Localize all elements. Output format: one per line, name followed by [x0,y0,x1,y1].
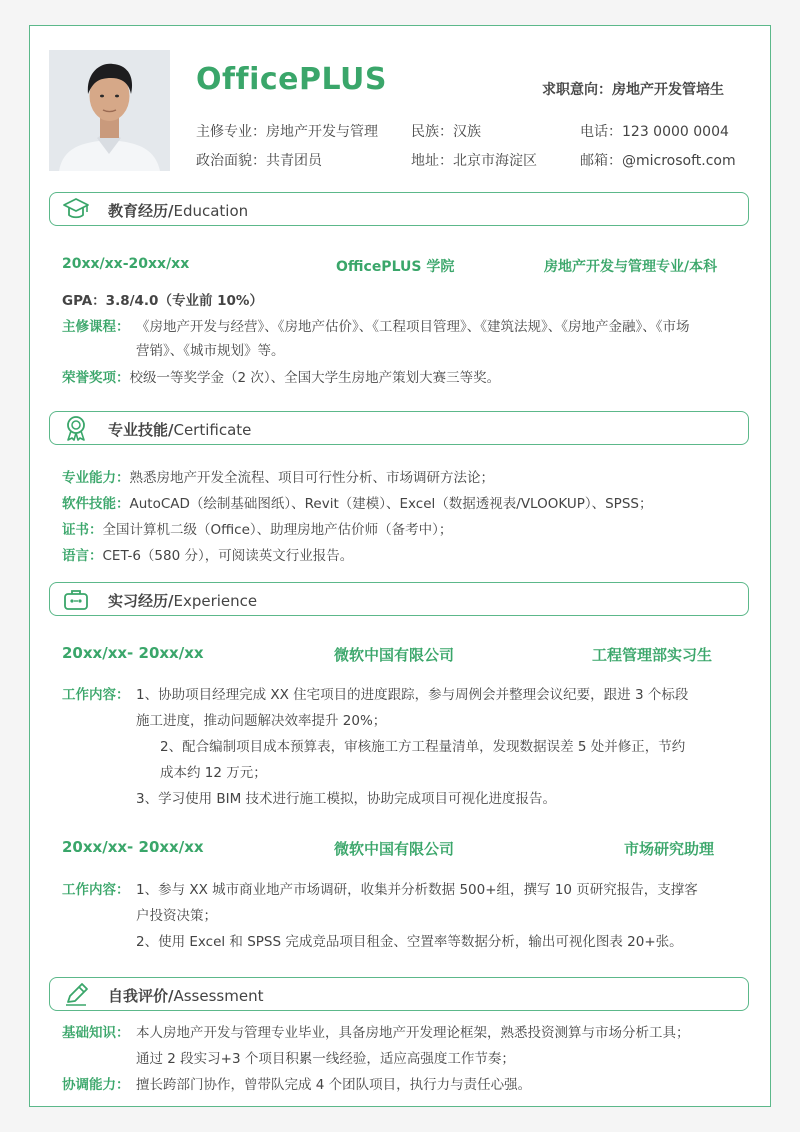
experience-company: 微软中国有限公司 [334,646,455,664]
education-degree: 房地产开发与管理专业/本科 [544,259,718,275]
honors-text: 校级一等奖学金（2 次）、全国大学生房地产策划大赛三等奖。 [129,370,501,386]
assessment-line: 通过 2 段实习+3 个项目积累一线经验，适应高强度工作节奏； [136,1051,515,1067]
work-content-label: 工作内容： [62,882,130,898]
education-courses [62,314,752,366]
skill-label: 证书： [62,522,103,538]
work-line: 3、学习使用 BIM 技术进行施工模拟，协助完成项目可视化进度报告。 [136,791,557,807]
section-title-en: Experience [173,592,258,610]
work-line: 1、协助项目经理完成 XX 住宅项目的进度跟踪，参与周例会并整理会议纪要，跟进 3 个标段 [136,687,689,703]
skill-item [62,544,353,568]
skill-item [62,518,452,542]
skill-label: 语言： [62,548,103,564]
courses-label: 主修课程： [62,319,130,335]
skill-item [62,492,652,516]
job-target: 求职意向：房地产开发管培生 [542,82,724,98]
education-date: 20xx/xx-20xx/xx [62,256,190,272]
education-gpa: GPA：3.8/4.0（专业前 10%） [62,293,263,309]
assessment-label: 基础知识： [62,1025,130,1041]
brand-name: OfficePLUS [196,62,388,97]
phone: 电话：123 0000 0004 [580,124,729,140]
assessment-line: 本人房地产开发与管理专业毕业，具备房地产开发理论框架，熟悉投资测算与市场分析工具； [136,1025,690,1041]
pencil-icon [62,981,90,1007]
honors-label: 荣誉奖项： [62,370,130,386]
experience-date: 20xx/xx- 20xx/xx [62,644,204,662]
courses-line: 《房地产开发与经营》、《房地产估价》、《工程项目管理》、《建筑法规》、《房地产金融》、《市场 [136,319,690,335]
section-title-cn: 实习经历/ [108,592,174,610]
skill-text: AutoCAD（绘制基础图纸）、Revit（建模）、Excel（数据透视表/VLOOKUP）、SPSS； [129,496,653,512]
address: 地址：北京市海淀区 [411,153,537,169]
work-line: 施工进度，推动问题解决效率提升 20%； [136,713,387,729]
section-header-assessment [49,977,749,1011]
section-title-en: Assessment [173,987,264,1005]
work-line: 2、配合编制项目成本预算表，审核施工方工程量清单，发现数据误差 5 处并修正，节约 [160,739,686,755]
work-line: 成本约 12 万元； [160,765,267,781]
experience-details [62,877,752,957]
assessment-label: 协调能力： [62,1077,130,1093]
profile-photo [49,50,170,171]
major: 主修专业：房地产开发与管理 [196,124,378,140]
section-header-experience [49,582,749,616]
skill-label: 软件技能： [62,496,130,512]
briefcase-icon [62,586,90,612]
work-content-label: 工作内容： [62,687,130,703]
experience-details [62,682,752,812]
section-title-en: Education [173,202,249,220]
experience-role: 市场研究助理 [624,840,715,858]
section-title-cn: 教育经历/ [108,202,174,220]
resume-page [29,25,771,1107]
education-honors [62,366,500,390]
education-school: OfficePLUS 学院 [336,259,455,275]
section-header-education [49,192,749,226]
work-line: 2、使用 Excel 和 SPSS 完成竞品项目租金、空置率等数据分析，输出可视化图表 20+张。 [136,934,683,950]
assessment-item [62,1020,752,1072]
skill-item [62,466,494,490]
graduation-cap-icon [62,196,90,222]
section-title-en: Certificate [173,421,252,439]
ethnicity: 民族：汉族 [411,124,481,140]
experience-role: 工程管理部实习生 [592,646,713,664]
assessment-item [62,1072,752,1098]
skill-text: 熟悉房地产开发全流程、项目可行性分析、市场调研方法论； [129,470,494,486]
skill-text: 全国计算机二级（Office）、助理房地产估价师（备考中）； [102,522,453,538]
courses-line: 营销》、《城市规划》等。 [136,343,285,359]
section-title-cn: 自我评价/ [108,987,174,1005]
experience-date: 20xx/xx- 20xx/xx [62,838,204,856]
assessment-line: 擅长跨部门协作，曾带队完成 4 个团队项目，执行力与责任心强。 [136,1077,532,1093]
political-status: 政治面貌：共青团员 [196,153,322,169]
skill-text: CET-6（580 分），可阅读英文行业报告。 [102,548,354,564]
email: 邮箱：@microsoft.com [580,153,736,169]
work-line: 户投资决策； [136,908,217,924]
section-title-cn: 专业技能/ [108,421,174,439]
award-ribbon-icon [62,415,90,441]
work-line: 1、参与 XX 城市商业地产市场调研，收集并分析数据 500+组，撰写 10 页研究报告，支撑客 [136,882,698,898]
section-header-skills [49,411,749,445]
experience-company: 微软中国有限公司 [334,840,455,858]
skill-label: 专业能力： [62,470,130,486]
